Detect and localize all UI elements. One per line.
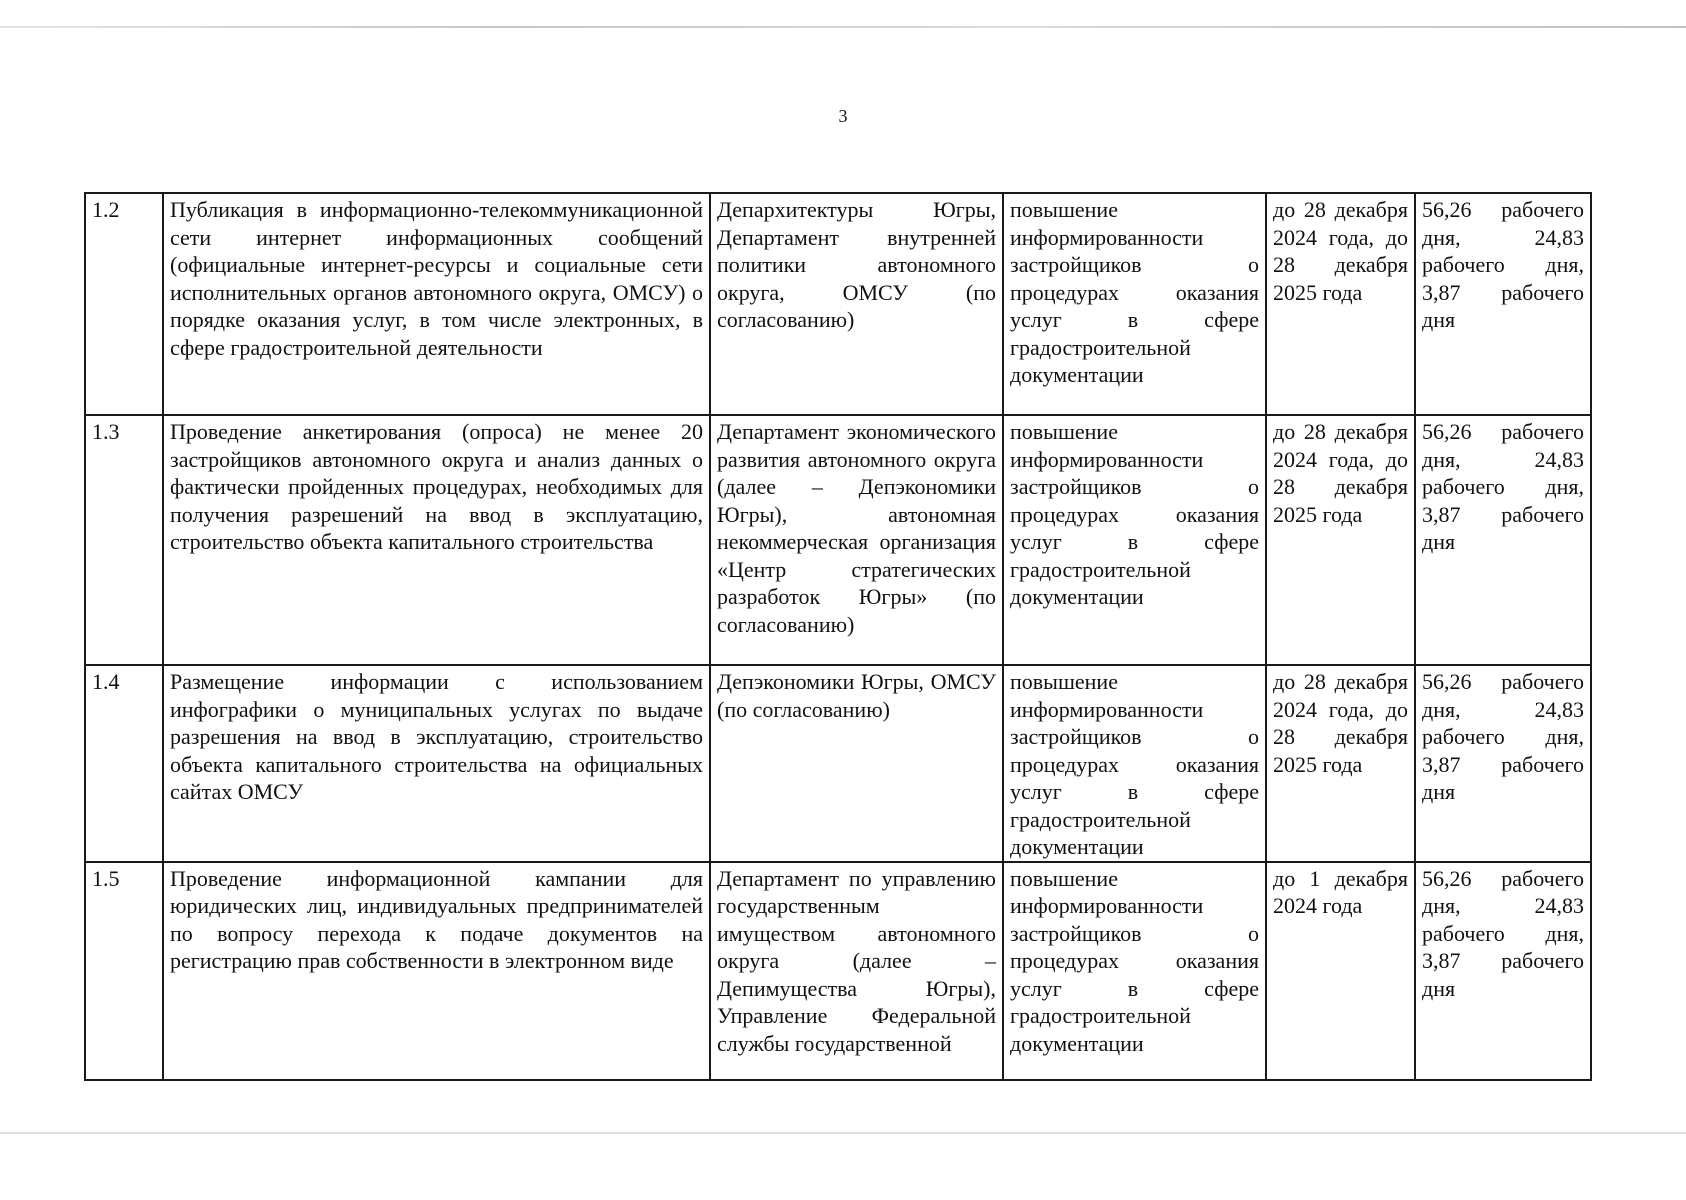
days-cell: 56,26 рабочего дня, 24,83 рабочего дня, 3,87 рабочего дня — [1415, 193, 1591, 415]
row-number: 1.5 — [85, 862, 163, 1080]
deadline-cell: до 1 декабря 2024 года — [1266, 862, 1415, 1080]
row-number: 1.4 — [85, 665, 163, 862]
result-cell: повышение информированности застройщиков о процедурах оказания услуг в сфере градостроительной документации — [1003, 665, 1266, 862]
table-row — [85, 862, 1591, 1080]
activity-cell: Публикация в информационно-телекоммуникационной сети интернет информационных сообщений (официальные интернет-ресурсы и социальные сети исполнительных органов автономного округа, ОМСУ) о порядке оказания услуг, в том числе электронных, в сфере градостроительной деятельности — [163, 193, 710, 415]
activity-cell: Проведение информационной кампании для юридических лиц, индивидуальных предпринимателей по вопросу перехода к подаче документов на регистрацию прав собственности в электронном виде — [163, 862, 710, 1080]
deadline-cell: до 28 декабря 2024 года, до 28 декабря 2025 года — [1266, 665, 1415, 862]
action-plan-table — [84, 192, 1592, 1081]
scan-edge-bottom — [0, 1132, 1686, 1134]
activity-cell: Проведение анкетирования (опроса) не менее 20 застройщиков автономного округа и анализ данных о фактически пройденных процедурах, необходимых для получения разрешений на ввод в эксплуатацию, строительство объекта капитального строительства — [163, 415, 710, 665]
deadline-cell: до 28 декабря 2024 года, до 28 декабря 2025 года — [1266, 193, 1415, 415]
deadline-cell: до 28 декабря 2024 года, до 28 декабря 2025 года — [1266, 415, 1415, 665]
scan-edge-top — [0, 26, 1686, 28]
row-number: 1.2 — [85, 193, 163, 415]
days-cell: 56,26 рабочего дня, 24,83 рабочего дня, 3,87 рабочего дня — [1415, 665, 1591, 862]
activity-cell: Размещение информации с использованием инфографики о муниципальных услугах по выдаче разрешения на ввод в эксплуатацию, строительство объекта капитального строительства на официальных сайтах ОМСУ — [163, 665, 710, 862]
table-row — [85, 193, 1591, 415]
days-cell: 56,26 рабочего дня, 24,83 рабочего дня, 3,87 рабочего дня — [1415, 862, 1591, 1080]
table-row — [85, 665, 1591, 862]
responsible-cell: Депэкономики Югры, ОМСУ (по согласованию) — [710, 665, 1003, 862]
responsible-cell: Департамент по управлению государственным имуществом автономного округа (далее – Депимущества Югры), Управление Федеральной службы государственной — [710, 862, 1003, 1080]
responsible-cell: Департамент экономического развития автономного округа (далее – Депэкономики Югры), автономная некоммерческая организация «Центр стратегических разработок Югры» (по согласованию) — [710, 415, 1003, 665]
row-number: 1.3 — [85, 415, 163, 665]
result-cell: повышение информированности застройщиков о процедурах оказания услуг в сфере градостроительной документации — [1003, 415, 1266, 665]
page-number: 3 — [838, 106, 848, 126]
result-cell: повышение информированности застройщиков о процедурах оказания услуг в сфере градостроительной документации — [1003, 193, 1266, 415]
result-cell: повышение информированности застройщиков о процедурах оказания услуг в сфере градостроительной документации — [1003, 862, 1266, 1080]
table-row — [85, 415, 1591, 665]
responsible-cell: Депархитектуры Югры, Департамент внутренней политики автономного округа, ОМСУ (по согласованию) — [710, 193, 1003, 415]
days-cell: 56,26 рабочего дня, 24,83 рабочего дня, 3,87 рабочего дня — [1415, 415, 1591, 665]
